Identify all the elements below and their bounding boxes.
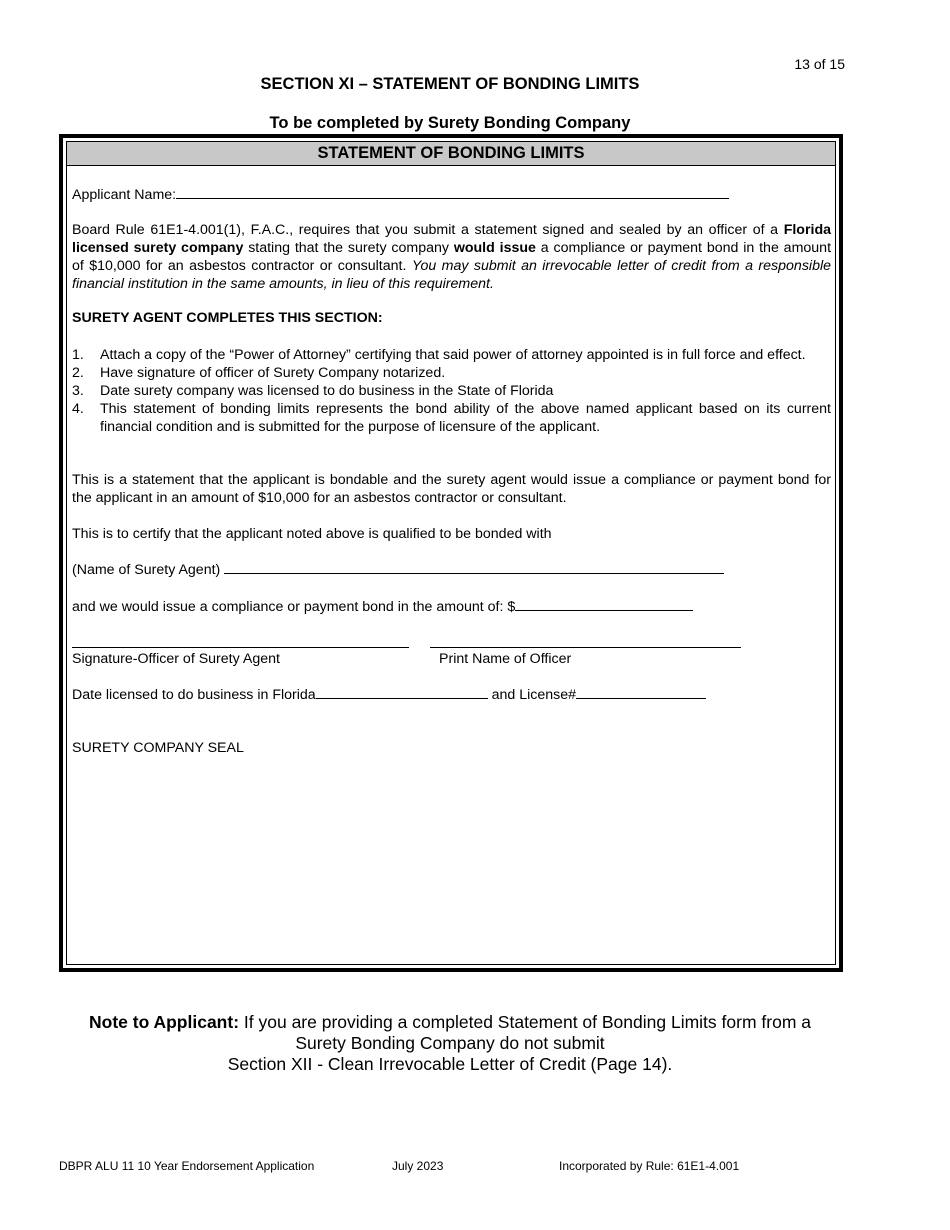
rule-text-2: stating that the surety company (243, 240, 454, 256)
date-licensed-label: Date licensed to do business in Florida (72, 687, 316, 703)
step-number: 2. (72, 365, 84, 381)
bonding-limits-form (59, 134, 843, 972)
rule-bold-1: Florida licensed surety company (72, 222, 831, 256)
applicant-name-field[interactable] (176, 185, 729, 199)
agent-steps-list (72, 346, 831, 436)
signature-line[interactable] (72, 647, 409, 648)
print-name-line[interactable] (430, 647, 741, 648)
rule-text-1: Board Rule 61E1-4.001(1), F.A.C., requires that you submit a statement signed and sealed by an officer of a (72, 222, 784, 238)
step-text: Have signature of officer of Surety Company notarized. (100, 365, 446, 381)
surety-agent-field[interactable] (224, 560, 724, 574)
form-header: STATEMENT OF BONDING LIMITS (67, 142, 835, 166)
page-number: 13 of 15 (794, 56, 845, 72)
step-number: 1. (72, 347, 84, 363)
print-name-label: Print Name of Officer (439, 651, 572, 667)
license-number-field[interactable] (576, 685, 706, 699)
license-label: and License# (491, 687, 577, 703)
bond-amount-field[interactable] (515, 597, 693, 611)
list-item (72, 364, 831, 382)
surety-agent-label: (Name of Surety Agent) (72, 562, 221, 578)
statement-paragraph: This is a statement that the applicant is bondable and the surety agent would issue a compliance or payment bond for the applicant in an amount of $10,000 for an asbestos contractor or consultant. (72, 472, 831, 506)
section-title: SECTION XI – STATEMENT OF BONDING LIMITS (260, 75, 640, 93)
step-text: Attach a copy of the “Power of Attorney” certifying that said power of attorney appointed is in full force and effect. (100, 347, 806, 363)
agent-section-heading: SURETY AGENT COMPLETES THIS SECTION: (72, 310, 383, 326)
date-licensed-field[interactable] (316, 685, 488, 699)
note-line-3: Section XII - Clean Irrevocable Letter of Credit (Page 14). (227, 1054, 673, 1074)
note-bold: Note to Applicant: (89, 1012, 240, 1032)
list-item (72, 346, 831, 364)
certify-text: This is to certify that the applicant noted above is qualified to be bonded with (72, 526, 552, 542)
note-to-applicant (0, 1012, 900, 1075)
list-item (72, 400, 831, 436)
rule-bold-2: would issue (453, 240, 536, 256)
rule-paragraph (72, 221, 831, 293)
footer-rule: Incorporated by Rule: 61E1-4.001 (559, 1159, 740, 1173)
applicant-name-label: Applicant Name: (72, 187, 177, 203)
signature-labels-row (72, 650, 831, 668)
note-text-1: If you are providing a completed Statement of Bonding Limits form from a (239, 1012, 811, 1032)
surety-agent-row (72, 560, 831, 579)
step-number: 3. (72, 383, 84, 399)
bond-amount-label: and we would issue a compliance or payment bond in the amount of: $ (72, 599, 516, 615)
rule-text-3: a compliance or payment bond in the amount of $10,000 for an asbestos contractor or consultant. (72, 240, 832, 274)
step-number: 4. (72, 401, 84, 417)
footer-date: July 2023 (392, 1159, 444, 1173)
date-licensed-row (72, 685, 831, 704)
footer-form-name: DBPR ALU 11 10 Year Endorsement Application (59, 1159, 315, 1173)
note-line-2: Surety Bonding Company do not submit (295, 1033, 605, 1053)
surety-seal-label: SURETY COMPANY SEAL (72, 740, 244, 756)
form-inner-border (66, 141, 836, 965)
note-line-1 (0, 1012, 900, 1033)
signature-label: Signature-Officer of Surety Agent (72, 651, 280, 667)
applicant-name-row (72, 185, 831, 204)
list-item (72, 382, 831, 400)
step-text: Date surety company was licensed to do business in the State of Florida (100, 383, 554, 399)
rule-italic: You may submit an irrevocable letter of credit from a responsible financial institution in the same amounts, in lieu of this requirement. (72, 258, 831, 292)
section-subtitle: To be completed by Surety Bonding Company (269, 114, 631, 132)
step-text: This statement of bonding limits represents the bond ability of the above named applicant based on its current financial condition and is submitted for the purpose of licensure of the applicant. (100, 401, 831, 435)
bond-amount-row (72, 597, 831, 616)
